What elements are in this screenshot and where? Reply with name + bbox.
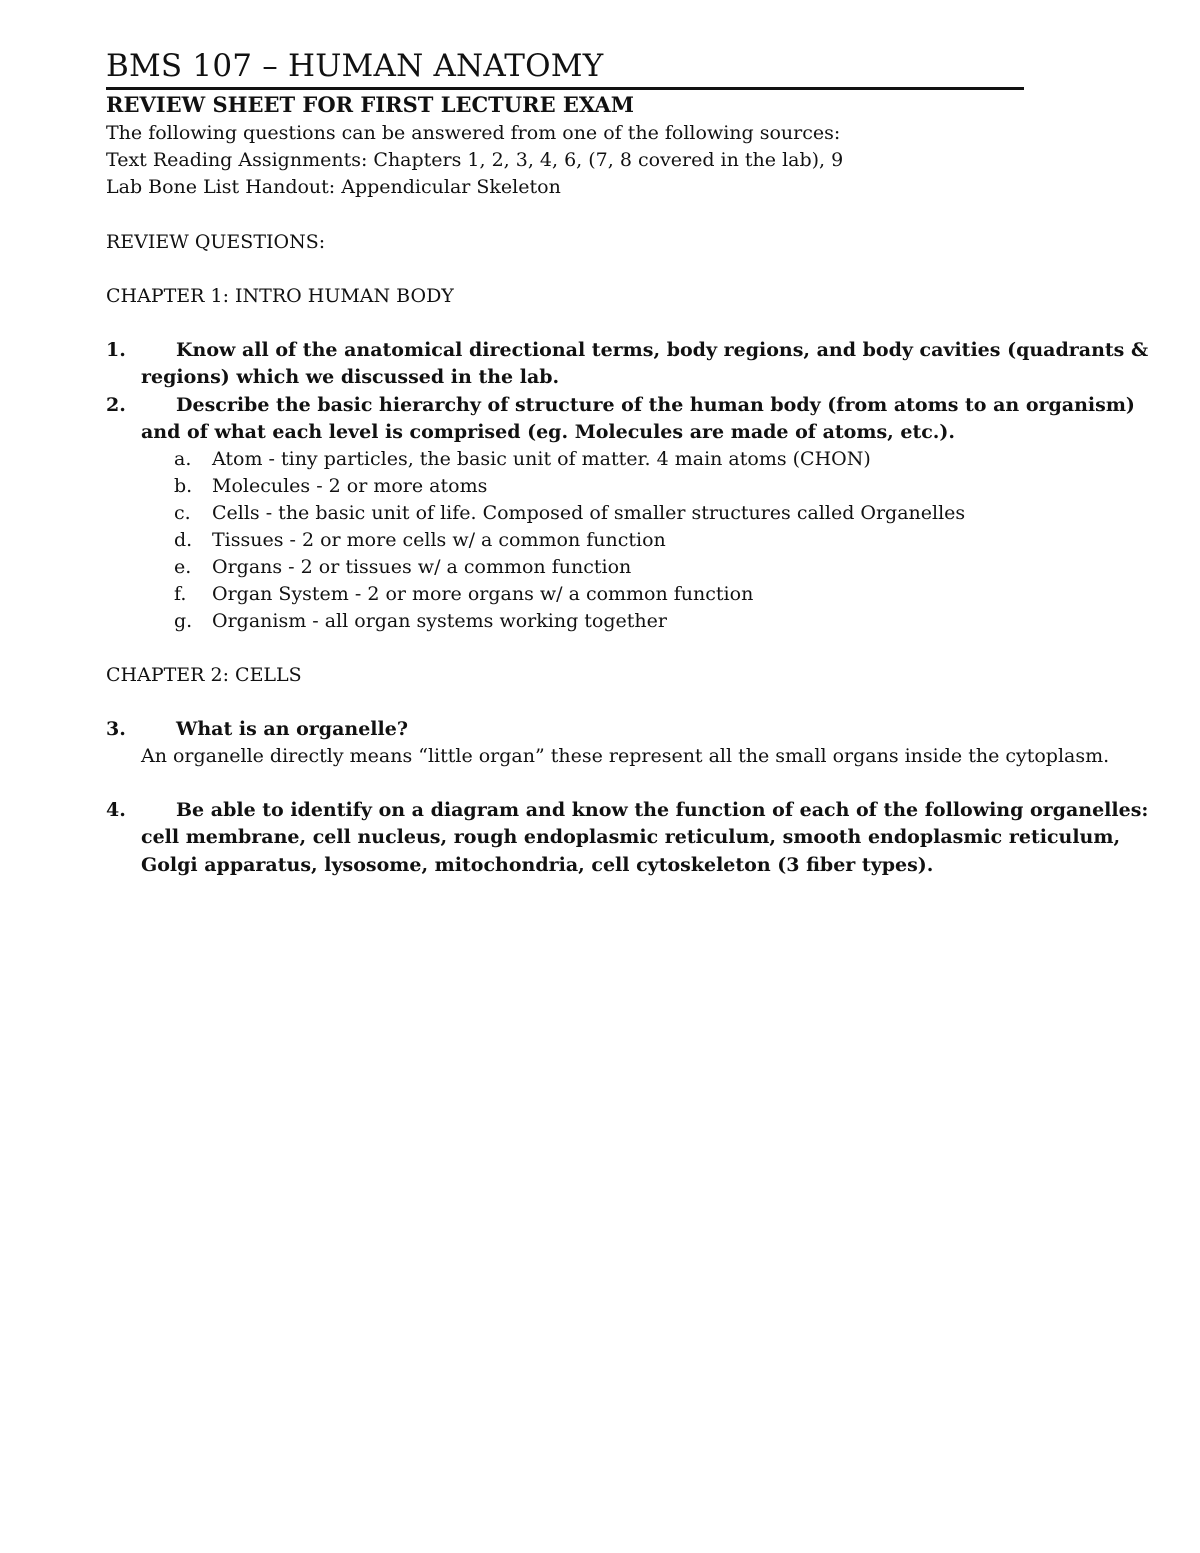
question-4-text-continued-2: Golgi apparatus, lysosome, mitochondria, cell cytoskeleton (3 fiber types).: [141, 854, 934, 876]
list-item-atom: Atom - tiny particles, the basic unit of matter. 4 main atoms (CHON): [212, 448, 871, 470]
question-3-number: 3.: [106, 718, 126, 740]
list-item-letter: d.: [174, 529, 193, 551]
question-2-text-continued: and of what each level is comprised (eg. Molecules are made of atoms, etc.).: [141, 421, 956, 443]
title-underline-rule: [106, 87, 1024, 90]
list-item-molecules: Molecules - 2 or more atoms: [212, 475, 488, 497]
list-item-tissues: Tissues - 2 or more cells w/ a common function: [212, 529, 666, 551]
question-2-number: 2.: [106, 394, 126, 416]
intro-line-2: Text Reading Assignments: Chapters 1, 2, 3, 4, 6, (7, 8 covered in the lab), 9: [106, 149, 844, 171]
question-1-number: 1.: [106, 339, 126, 361]
question-2-text: Describe the basic hierarchy of structure of the human body (from atoms to an organism): [176, 394, 1135, 416]
list-item-letter: f.: [174, 583, 187, 605]
question-3-text: What is an organelle?: [176, 718, 408, 740]
intro-line-3: Lab Bone List Handout: Appendicular Skeleton: [106, 176, 561, 198]
intro-line-1: The following questions can be answered from one of the following sources:: [106, 122, 841, 144]
document-subtitle: REVIEW SHEET FOR FIRST LECTURE EXAM: [106, 92, 634, 117]
list-item-organ-system: Organ System - 2 or more organs w/ a common function: [212, 583, 754, 605]
list-item-organism: Organism - all organ systems working together: [212, 610, 667, 632]
list-item-letter: c.: [174, 502, 191, 524]
question-4-number: 4.: [106, 799, 126, 821]
question-1-text: Know all of the anatomical directional terms, body regions, and body cavities (quadrants &: [176, 339, 1149, 361]
chapter-1-heading: CHAPTER 1: INTRO HUMAN BODY: [106, 285, 454, 307]
question-3-answer: An organelle directly means “little organ” these represent all the small organs inside the cytoplasm.: [141, 745, 1110, 767]
question-1-text-continued: regions) which we discussed in the lab.: [141, 366, 560, 388]
question-4-text: Be able to identify on a diagram and know the function of each of the following organelles:: [176, 799, 1149, 821]
chapter-2-heading: CHAPTER 2: CELLS: [106, 664, 302, 686]
list-item-letter: a.: [174, 448, 192, 470]
review-questions-heading: REVIEW QUESTIONS:: [106, 231, 326, 253]
list-item-organs: Organs - 2 or tissues w/ a common function: [212, 556, 632, 578]
list-item-letter: e.: [174, 556, 192, 578]
list-item-letter: g.: [174, 610, 193, 632]
document-title: BMS 107 – HUMAN ANATOMY: [106, 48, 604, 84]
question-4-text-continued: cell membrane, cell nucleus, rough endoplasmic reticulum, smooth endoplasmic reticulum,: [141, 826, 1121, 848]
list-item-cells: Cells - the basic unit of life. Composed of smaller structures called Organelles: [212, 502, 966, 524]
list-item-letter: b.: [174, 475, 193, 497]
